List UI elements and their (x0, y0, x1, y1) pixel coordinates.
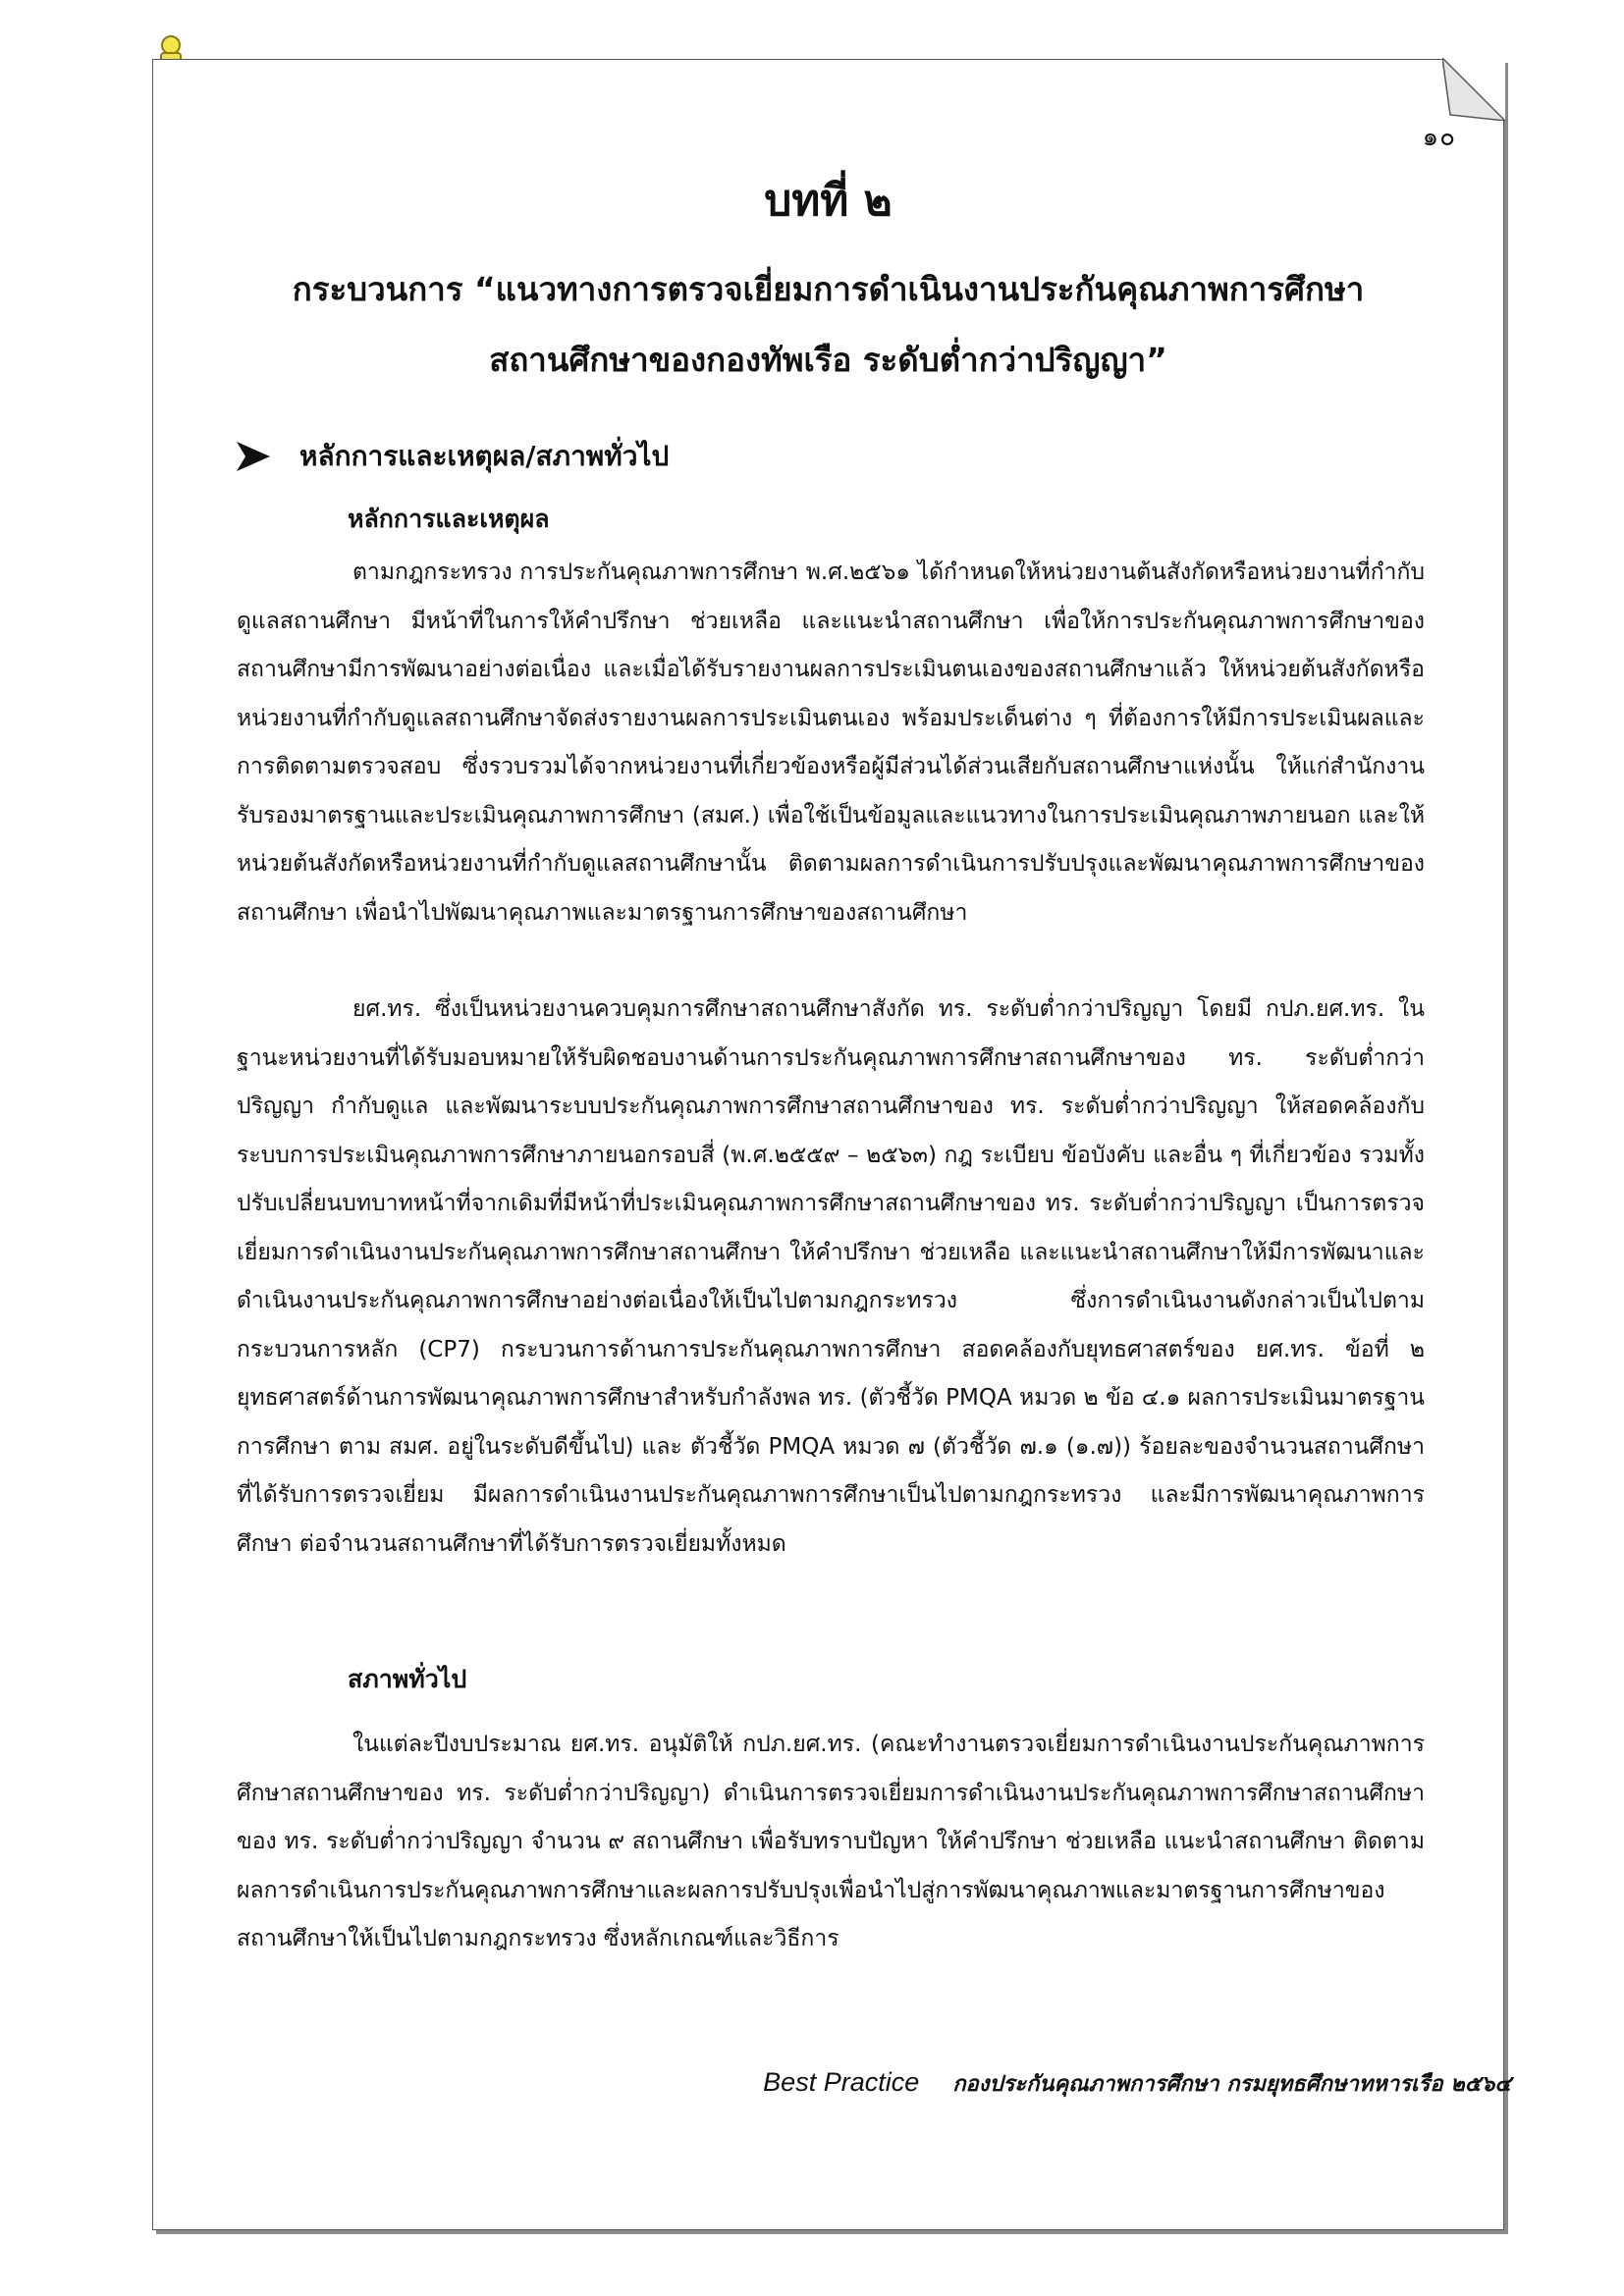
footer-organization: กองประกันคุณภาพการศึกษา กรมยุทธศึกษาทหารเรือ ๒๕๖๔ (952, 2072, 1511, 2097)
sub-heading-general-condition: สภาพทั่วไป (348, 1665, 467, 1693)
paragraph-general-condition: ในแต่ละปีงบประมาณ ยศ.ทร. อนุมัติให้ กปภ.ยศ.ทร. (คณะทำงานตรวจเยี่ยมการดำเนินงานประกันคุณภาพการศึกษาสถานศึกษาของ ทร. ระดับต่ำกว่าปริญญา) ดำเนินการตรวจเยี่ยมการดำเนินงานประกันคุณภาพการศึกษาสถานศึกษาของ ทร. ระดับต่ำกว่าปริญญา จำนวน ๙ สถานศึกษา เพื่อรับทราบปัญหา ให้คำปรึกษา ช่วยเหลือ แนะนำสถานศึกษา ติดตามผลการดำเนินการประกันคุณภาพการศึกษาและผลการปรับปรุงเพื่อนำไปสู่การพัฒนาคุณภาพและมาตรฐานการศึกษาของสถานศึกษาให้เป็นไปตามกฎกระทรวง ซึ่งหลักเกณฑ์และวิธีการ (237, 1732, 1425, 1951)
document-title (192, 254, 1464, 396)
chapter-heading: บทที่ ๒ (764, 176, 893, 226)
page-footer (763, 2066, 1511, 2101)
section-heading (237, 435, 669, 478)
document-page (152, 59, 1504, 2230)
arrow-bullet-icon (237, 442, 270, 471)
paragraph-principles: ตามกฎกระทรวง การประกันคุณภาพการศึกษา พ.ศ.๒๕๖๑ ได้กำหนดให้หน่วยงานต้นสังกัดหรือหน่วยงานที่กำกับดูแลสถานศึกษา มีหน้าที่ในการให้คำปรึกษา ช่วยเหลือ และแนะนำสถานศึกษา เพื่อให้การประกันคุณภาพการศึกษาของสถานศึกษามีการพัฒนาอย่างต่อเนื่อง และเมื่อได้รับรายงานผลการประเมินตนเองของสถานศึกษาแล้ว ให้หน่วยต้นสังกัดหรือหน่วยงานที่กำกับดูแลสถานศึกษาจัดส่งรายงานผลการประเมินตนเอง พร้อมประเด็นต่าง ๆ ที่ต้องการให้มีการประเมินผลและการติดตามตรวจสอบ ซึ่งรวบรวมได้จากหน่วยงานที่เกี่ยวข้องหรือผู้มีส่วนได้ส่วนเสียกับสถานศึกษาแห่งนั้น ให้แก่สำนักงานรับรองมาตรฐานและประเมินคุณภาพการศึกษา (สมศ.) เพื่อใช้เป็นข้อมูลและแนวทางในการประเมินคุณภาพภายนอก และให้หน่วยต้นสังกัดหรือหน่วยงานที่กำกับดูแลสถานศึกษานั้น ติดตามผลการดำเนินการปรับปรุงและพัฒนาคุณภาพการศึกษาของสถานศึกษา เพื่อนำไปพัฒนาคุณภาพและมาตรฐานการศึกษาของสถานศึกษา (237, 560, 1425, 926)
footer-best-practice: Best Practice (763, 2067, 920, 2097)
sub-heading-principles: หลักการและเหตุผล (348, 505, 550, 533)
paragraph-navy-education: ยศ.ทร. ซึ่งเป็นหน่วยงานควบคุมการศึกษาสถานศึกษาสังกัด ทร. ระดับต่ำกว่าปริญญา โดยมี กปภ.ยศ.ทร. ในฐานะหน่วยงานที่ได้รับมอบหมายให้รับผิดชอบงานด้านการประกันคุณภาพการศึกษาสถานศึกษาของ ทร. ระดับต่ำกว่าปริญญา กำกับดูแล และพัฒนาระบบประกันคุณภาพการศึกษาสถานศึกษาของ ทร. ระดับต่ำกว่าปริญญา ให้สอดคล้องกับระบบการประเมินคุณภาพการศึกษาภายนอกรอบสี่ (พ.ศ.๒๕๕๙ – ๒๕๖๓) กฎ ระเบียบ ข้อบังคับ และอื่น ๆ ที่เกี่ยวข้อง รวมทั้งปรับเปลี่ยนบทบาทหน้าที่จากเดิมที่มีหน้าที่ประเมินคุณภาพการศึกษาสถานศึกษาของ ทร. ระดับต่ำกว่าปริญญา เป็นการตรวจเยี่ยมการดำเนินงานประกันคุณภาพการศึกษาสถานศึกษา ให้คำปรึกษา ช่วยเหลือ และแนะนำสถานศึกษาให้มีการพัฒนาและดำเนินงานประกันคุณภาพการศึกษาอย่างต่อเนื่องให้เป็นไปตามกฎกระทรวง ซึ่งการดำเนินงานดังกล่าวเป็นไปตามกระบวนการหลัก (CP7) กระบวนการด้านการประกันคุณภาพการศึกษา สอดคล้องกับยุทธศาสตร์ของ ยศ.ทร. ข้อที่ ๒ ยุทธศาสตร์ด้านการพัฒนาคุณภาพการศึกษาสำหรับกำลังพล ทร. (ตัวชี้วัด PMQA หมวด ๒ ข้อ ๔.๑ ผลการประเมินมาตรฐานการศึกษา ตาม สมศ. อยู่ในระดับดีขึ้นไป) และ ตัวชี้วัด PMQA หมวด ๗ (ตัวชี้วัด ๗.๑ (๑.๗)) ร้อยละของจำนวนสถานศึกษาที่ได้รับการตรวจเยี่ยม มีผลการดำเนินงานประกันคุณภาพการศึกษาเป็นไปตามกฎกระทรวง และมีการพัฒนาคุณภาพการศึกษา ต่อจำนวนสถานศึกษาที่ได้รับการตรวจเยี่ยมทั้งหมด (237, 996, 1425, 1557)
title-line-1: กระบวนการ “แนวทางการตรวจเยี่ยมการดำเนินงานประกันคุณภาพการศึกษา (292, 270, 1365, 308)
page-number: ๑๐ (1422, 123, 1456, 152)
title-line-2: สถานศึกษาของกองทัพเรือ ระดับต่ำกว่าปริญญา” (489, 341, 1167, 379)
section-heading-text: หลักการและเหตุผล/สภาพทั่วไป (299, 440, 670, 472)
page-corner-fold (1442, 58, 1505, 121)
